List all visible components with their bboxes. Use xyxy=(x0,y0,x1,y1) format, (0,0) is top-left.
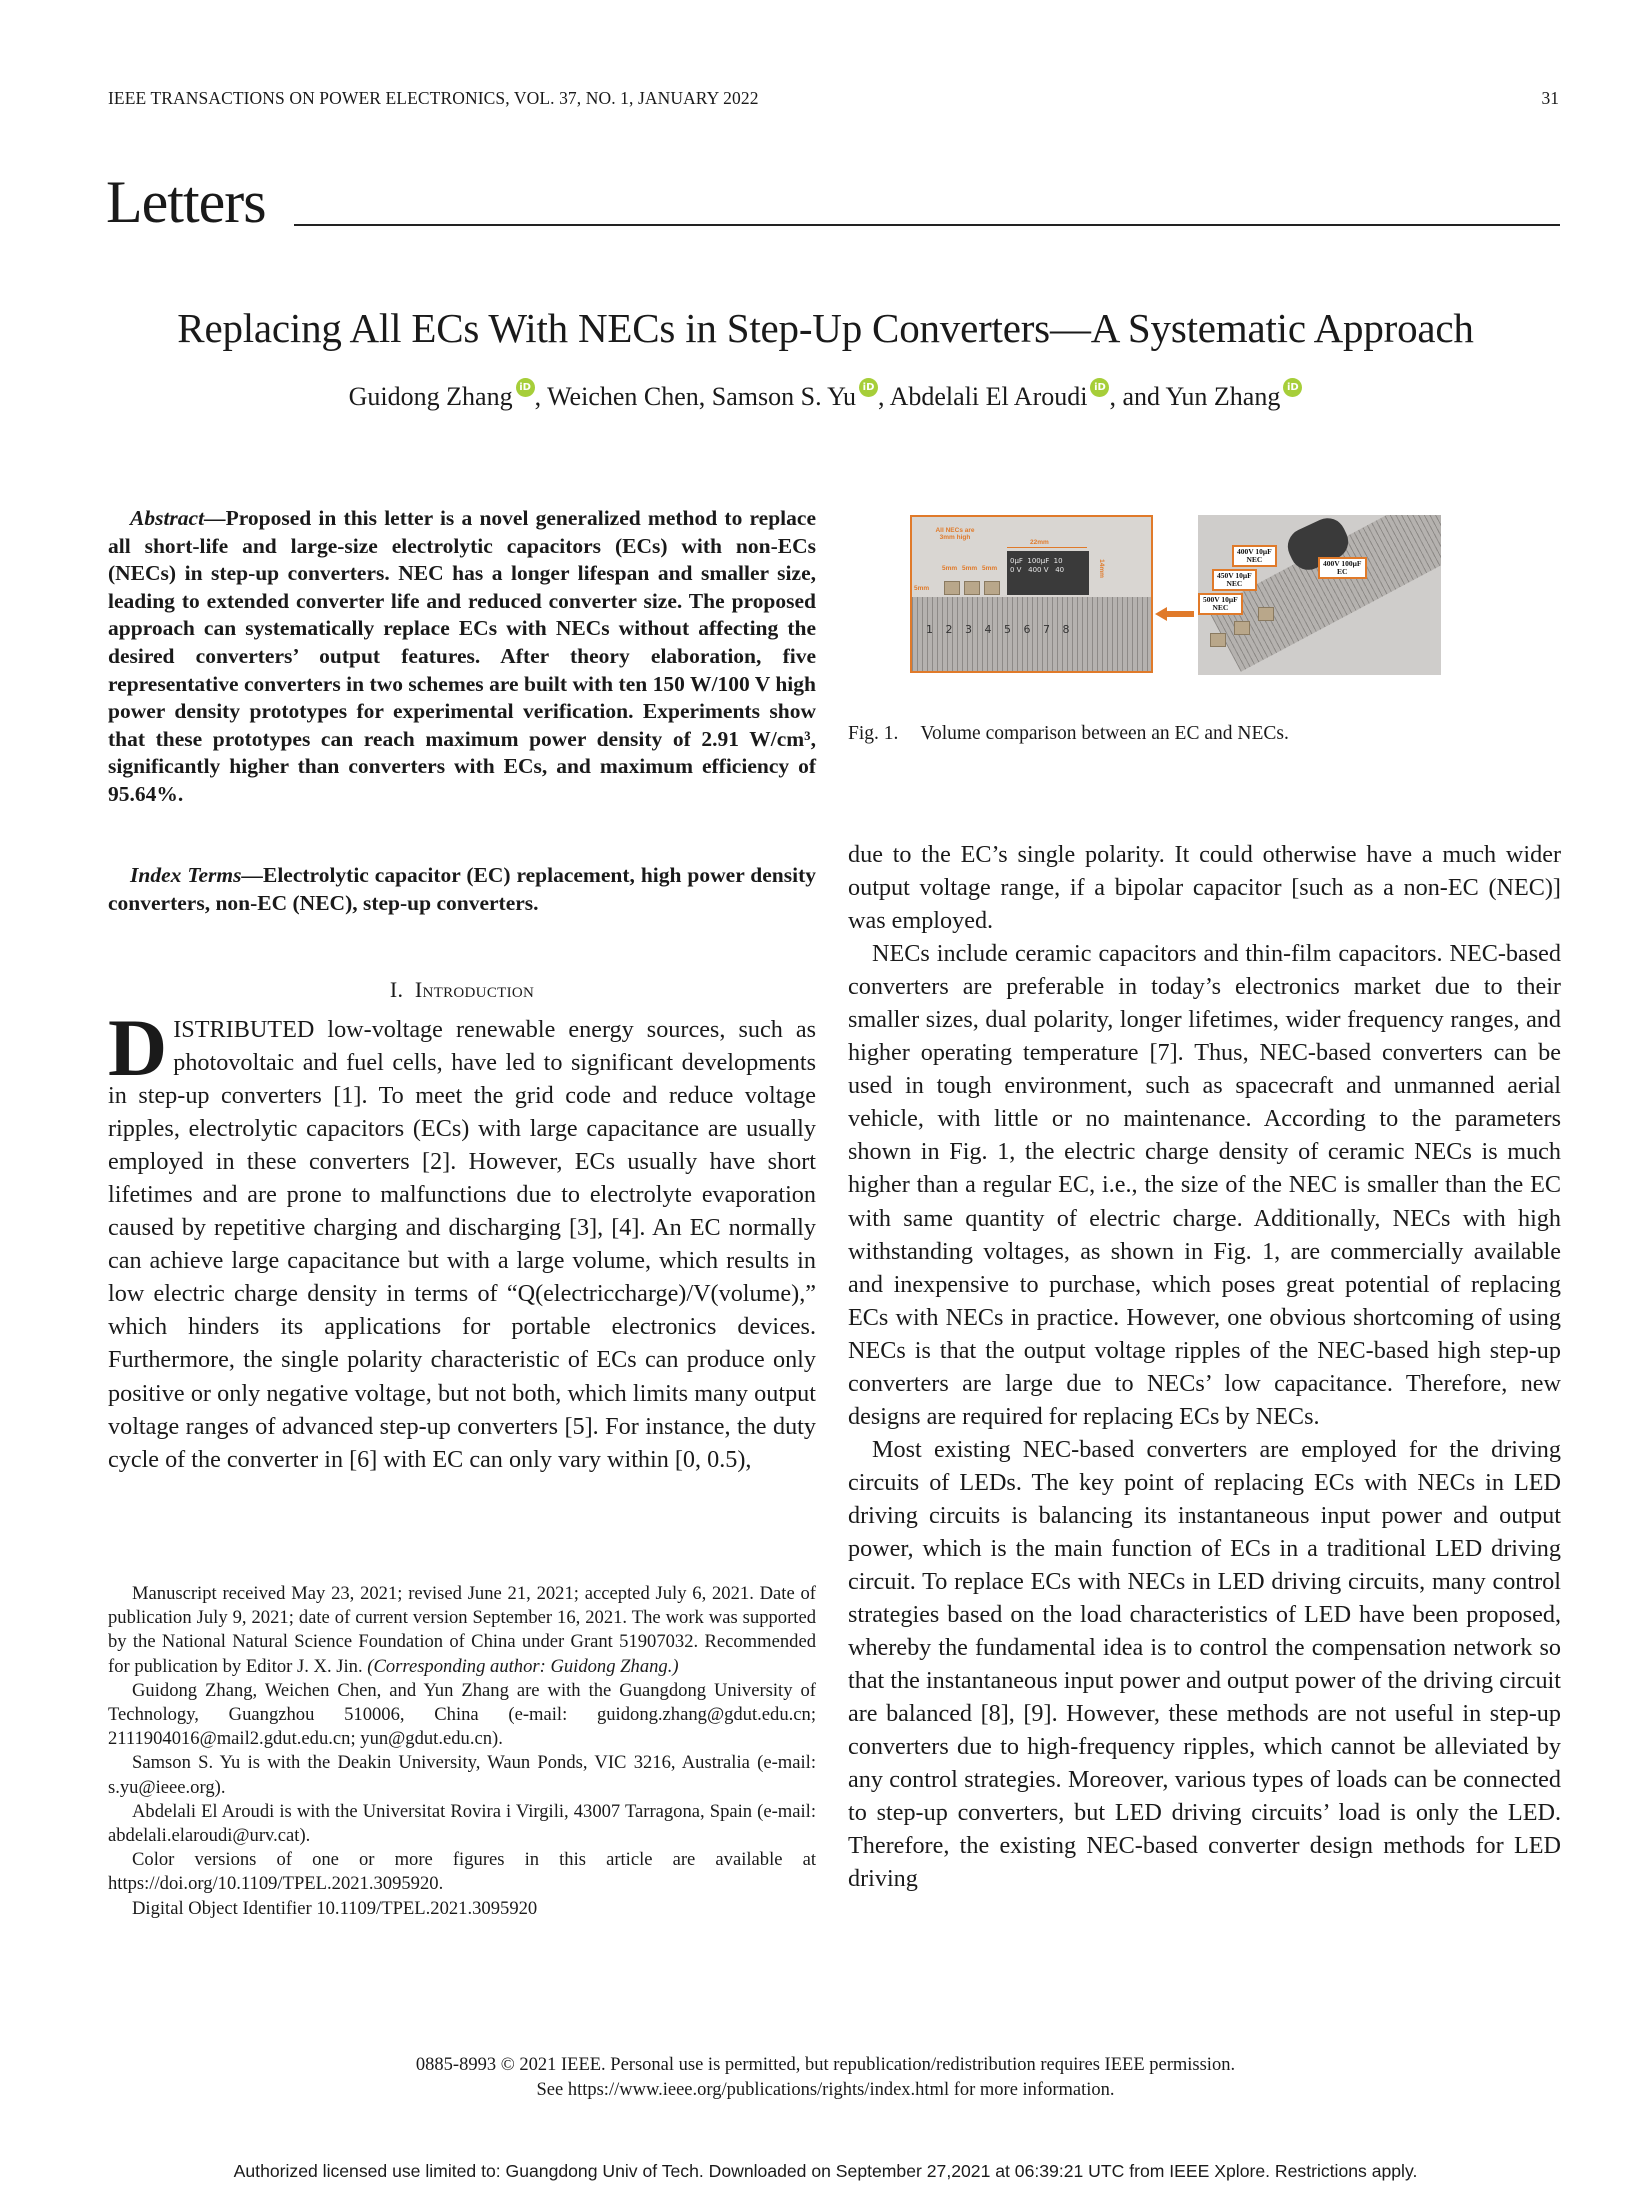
footnote-affiliation: Guidong Zhang, Weichen Chen, and Yun Zhang are with the Guangdong University of Technology, Guangzhou 510006, China (e-mail: guidong.zhang@gdut.edu.cn; 2111904016@mail2.gdut.edu.cn; yun@gdut.edu.cn). xyxy=(108,1679,816,1750)
paragraph: Most existing NEC-based converters are employed for the driving circuits of LEDs. The key point of replacing ECs with NECs in LED driving circuits is balancing its instantaneous input power and output power, which is the main function of ECs in a traditional LED driving circuit. To replace ECs with NECs in LED driving circuits, many control strategies based on the load characteristics of LED have been proposed, whereby the fundamental idea is to control the compensation network so that the instantaneous input power and output power of the driving circuit are balanced [8], [9]. However, these methods are not useful in step-up converters due to high-frequency ripples, which cannot be alleviated by any control strategies. Moreover, various types of loads can be connected to step-up converters, but LED driving circuits’ load is only the LED. Therefore, the existing NEC-based converter design methods for LED driving xyxy=(848,1435,1561,1893)
paragraph: due to the EC’s single polarity. It could otherwise have a much wider output voltage range, if a bipolar capacitor [such as a non-EC (NEC)] was employed. xyxy=(848,841,1561,935)
drop-cap: D xyxy=(108,1002,168,1093)
index-terms xyxy=(108,862,816,917)
figure-callout: 400V 100μF EC xyxy=(1318,557,1367,579)
orcid-icon[interactable]: iD xyxy=(1283,378,1302,397)
introduction-right-text xyxy=(848,838,1561,1896)
figure-callout: 400V 10μF NEC xyxy=(1232,545,1277,567)
paragraph: NECs include ceramic capacitors and thin-film capacitors. NEC-based converters are preferable in today’s electronics market due to their smaller sizes, dual polarity, longer lifetimes, wider frequency ranges, and higher operating temperature [7]. Thus, NEC-based converters can be used in tough environment, such as spacecraft and unmanned aerial vehicle, with little or no maintenance. According to the parameters shown in Fig. 1, the electric charge density of ceramic NECs is much higher than a regular EC, i.e., the size of the NEC is smaller than the EC with same quantity of electric charge. Additionally, NECs with high withstanding voltages, as shown in Fig. 1, are commercially available and inexpensive to purchase, which poses great potential of replacing ECs with NECs in practice. However, one obvious shortcoming of using NECs is that the output voltage ripples of the NEC-based high step-up converters are large due to NECs’ low capacitance. Therefore, new designs are required for replacing ECs by NECs. xyxy=(848,940,1561,1430)
arrow-tail xyxy=(1166,611,1194,617)
footnote-doi: Digital Object Identifier 10.1109/TPEL.2021.3095920 xyxy=(132,1897,538,1919)
figure-annotation: 5mm xyxy=(962,565,978,572)
running-head: IEEE TRANSACTIONS ON POWER ELECTRONICS, VOL. 37, NO. 1, JANUARY 2022 xyxy=(108,88,759,108)
figure-1-right-photo xyxy=(1198,515,1441,675)
figure-1-left-photo xyxy=(910,515,1153,673)
author: Abdelali El Aroudi iD , and xyxy=(890,382,1166,411)
nec-chip xyxy=(1210,633,1226,647)
abstract-label: Abstract— xyxy=(130,506,226,530)
index-terms-label: Index Terms— xyxy=(130,863,263,887)
figure-annotation: All NECs are 3mm high xyxy=(935,527,975,541)
nec-chip xyxy=(1234,621,1250,635)
paper-title: Replacing All ECs With NECs in Step-Up Converters—A Systematic Approach xyxy=(177,305,1474,351)
footnote-affiliation: Abdelali El Aroudi is with the Universitat Rovira i Virgili, 43007 Tarragona, Spain (e-mail: abdelali.elaroudi@urv.cat). xyxy=(108,1800,816,1847)
author: Yun Zhang iD xyxy=(1166,382,1303,411)
footnote-affiliation: Samson S. Yu is with the Deakin University, Waun Ponds, VIC 3216, Australia (e-mail: s.yu@ieee.org). xyxy=(108,1752,816,1798)
footnote-color-versions: Color versions of one or more figures in this article are available at https://doi.org/10.1109/TPEL.2021.3095920. xyxy=(108,1849,816,1895)
section-label: Letters xyxy=(106,169,266,235)
orcid-icon[interactable]: iD xyxy=(1090,378,1109,397)
section-rule xyxy=(294,224,1560,226)
nec-chip xyxy=(1258,607,1274,621)
figure-annotation: 22mm xyxy=(1030,539,1049,546)
figure-label: Fig. 1. xyxy=(848,723,899,744)
author: Guidong Zhang iD , xyxy=(349,382,547,411)
ec-capacitor-image: 0μF 100μF 10 0 V 400 V 40 xyxy=(1007,551,1089,595)
abstract xyxy=(108,505,816,809)
ruler-numbers: 12345678 xyxy=(926,623,1082,636)
figure-callout: 500V 10μF NEC xyxy=(1198,593,1243,615)
nec-chip xyxy=(964,581,980,595)
footnote-manuscript: Manuscript received May 23, 2021; revised June 21, 2021; accepted July 6, 2021. Date of publication July 9, 2021; date of current version September 16, 2021. The work was supported by the National Natural Science Foundation of China under Grant 51907032. Recommended for publication by Editor J. X. Jin. (Corresponding author: Guidong Zhang.) xyxy=(108,1583,816,1677)
author-list xyxy=(0,380,1651,414)
footnotes xyxy=(108,1582,816,1921)
figure-annotation: 14mm xyxy=(1097,559,1105,578)
section-heading-introduction: I. Introduction xyxy=(389,977,535,1002)
figure-annotation: 5mm xyxy=(982,565,998,572)
nec-chip xyxy=(944,581,960,595)
orcid-icon[interactable]: iD xyxy=(516,378,535,397)
page-number: 31 xyxy=(1541,88,1559,108)
figure-annotation: 5mm xyxy=(914,585,930,592)
index-terms-text: Electrolytic capacitor (EC) replacement, high power density converters, non-EC (NEC), step-up converters. xyxy=(108,863,817,915)
figure-1 xyxy=(905,513,1445,675)
author: Weichen Chen, xyxy=(547,382,712,411)
figure-annotation: 5mm xyxy=(942,565,958,572)
introduction-left-text: DISTRIBUTED low-voltage renewable energy sources, such as photovoltaic and fuel cells, have led to significant developments in step-up converters [1]. To meet the grid code and reduce voltage ripples, electrolytic capacitors (ECs) with large capacitance are usually employed in these converters [2]. However, ECs usually have short lifetimes and are prone to malfunctions due to electrolyte evaporation caused by repetitive charging and discharging [3], [4]. An EC normally can achieve large capacitance but with a large volume, which results in low electric charge density in terms of “Q(electriccharge)/V(volume),” which hinders its applications for portable electronics devices. Furthermore, the single polarity characteristic of ECs can produce only positive or only negative voltage, but not both, which limits many output voltage ranges of advanced step-up converters [5]. For instance, the duty cycle of the converter in [6] with EC can only vary within [0, 0.5), xyxy=(108,1002,816,1473)
orcid-icon[interactable]: iD xyxy=(859,378,878,397)
author: Samson S. Yu iD , xyxy=(712,382,890,411)
figure-1-caption: Fig. 1. Volume comparison between an EC and NECs. xyxy=(848,723,1289,744)
license-notice: Authorized licensed use limited to: Guangdong Univ of Tech. Downloaded on September 27,2021 at 06:39:21 UTC from IEEE Xplore. Restrictions apply. xyxy=(233,2161,1418,2181)
nec-chip xyxy=(984,581,1000,595)
figure-callout: 450V 10μF NEC xyxy=(1212,569,1257,591)
dimension-line xyxy=(1007,547,1087,548)
copyright-notice: 0885-8993 © 2021 IEEE. Personal use is permitted, but republication/redistribution requires IEEE permission. See https://www.ieee.org/publications/rights/index.html for more information. xyxy=(415,2055,1236,2100)
abstract-text: Proposed in this letter is a novel generalized method to replace all short-life and large-size electrolytic capacitors (ECs) with non-ECs (NECs) in step-up converters. NEC has a longer lifespan and smaller size, leading to extended converter life and reduced converter size. The proposed approach can systematically replace ECs with NECs without affecting the desired converters’ output features. After theory elaboration, five representative converters in two schemes are built with ten 150 W/100 V high power density prototypes for experimental verification. Experiments show that these prototypes can reach maximum power density of 2.91 W/cm³, significantly higher than converters with ECs, and maximum efficiency of 95.64%. xyxy=(108,506,816,806)
